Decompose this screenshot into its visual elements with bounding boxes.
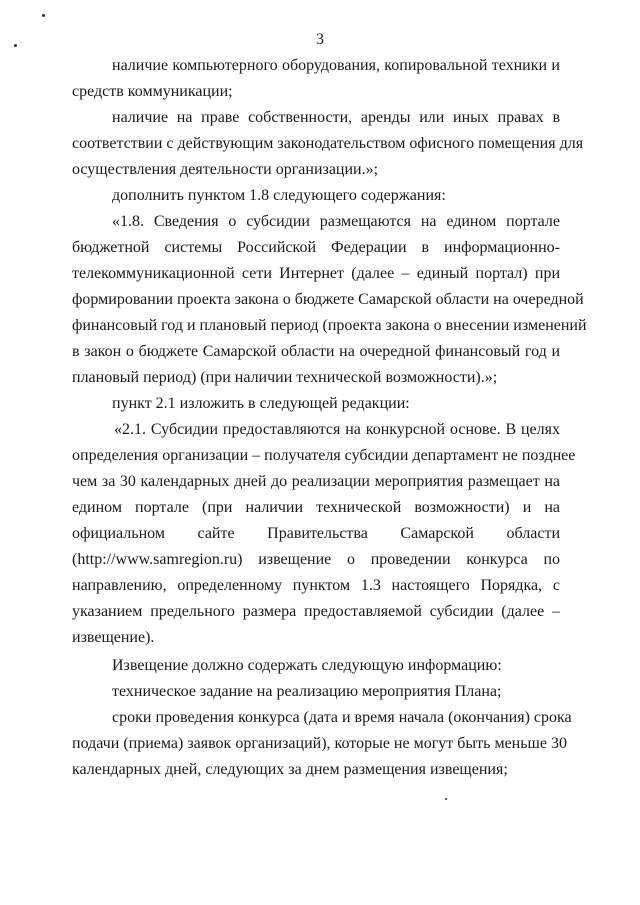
text-line: дополнить пунктом 1.8 следующего содержания: bbox=[112, 187, 446, 204]
text-line: финансовый год и плановый период (проекта закона о внесении изменений bbox=[72, 317, 587, 334]
text-line: сроки проведения конкурса (дата и время начала (окончания) срока bbox=[112, 709, 572, 726]
scan-mark-bottom bbox=[445, 798, 447, 800]
text-line: извещение). bbox=[72, 629, 155, 646]
text-line: наличие компьютерного оборудования, копировальной техники и bbox=[112, 57, 560, 74]
page-number: 3 bbox=[316, 31, 324, 48]
text-line: пункт 2.1 изложить в следующей редакции: bbox=[112, 395, 410, 412]
text-line: календарных дней, следующих за днем размещения извещения; bbox=[72, 761, 508, 778]
text-line: Извещение должно содержать следующую информацию: bbox=[112, 657, 502, 674]
scan-mark-top-left bbox=[42, 14, 45, 17]
text-line: направлению, определенному пунктом 1.3 настоящего Порядка, с bbox=[72, 577, 560, 594]
text-line: «2.1. Субсидии предоставляются на конкурсной основе. В целях bbox=[114, 421, 560, 438]
text-line: в закон о бюджете Самарской области на очередной финансовый год и bbox=[72, 343, 560, 360]
text-line: формировании проекта закона о бюджете Самарской области на очередной bbox=[72, 291, 584, 308]
text-line: указанием предельного размера предоставляемой субсидии (далее – bbox=[72, 603, 560, 620]
text-line: средств коммуникации; bbox=[72, 83, 233, 100]
text-line: определения организации – получателя субсидии департамент не позднее bbox=[72, 447, 576, 464]
text-line: подачи (приема) заявок организаций), которые не могут быть меньше 30 bbox=[72, 735, 567, 752]
text-line: (http://www.samregion.ru) извещение о проведении конкурса по bbox=[72, 551, 560, 568]
text-line: официальном сайте Правительства Самарской области bbox=[72, 525, 560, 542]
text-line: соответствии с действующим законодательством офисного помещения для bbox=[72, 135, 584, 152]
text-line: едином портале (при наличии технической возможности) и на bbox=[72, 499, 560, 516]
text-line: чем за 30 календарных дней до реализации мероприятия размещает на bbox=[72, 473, 560, 490]
text-line: «1.8. Сведения о субсидии размещаются на едином портале bbox=[112, 213, 560, 230]
text-line: техническое задание на реализацию мероприятия Плана; bbox=[112, 683, 502, 700]
text-line: бюджетной системы Российской Федерации в информационно- bbox=[72, 239, 560, 256]
text-line: осуществления деятельности организации.»; bbox=[72, 161, 379, 178]
text-line: плановый период) (при наличии технической возможности).»; bbox=[72, 369, 498, 386]
text-line: телекоммуникационной сети Интернет (далее – единый портал) при bbox=[72, 265, 560, 282]
text-line: наличие на праве собственности, аренды или иных правах в bbox=[112, 109, 560, 126]
